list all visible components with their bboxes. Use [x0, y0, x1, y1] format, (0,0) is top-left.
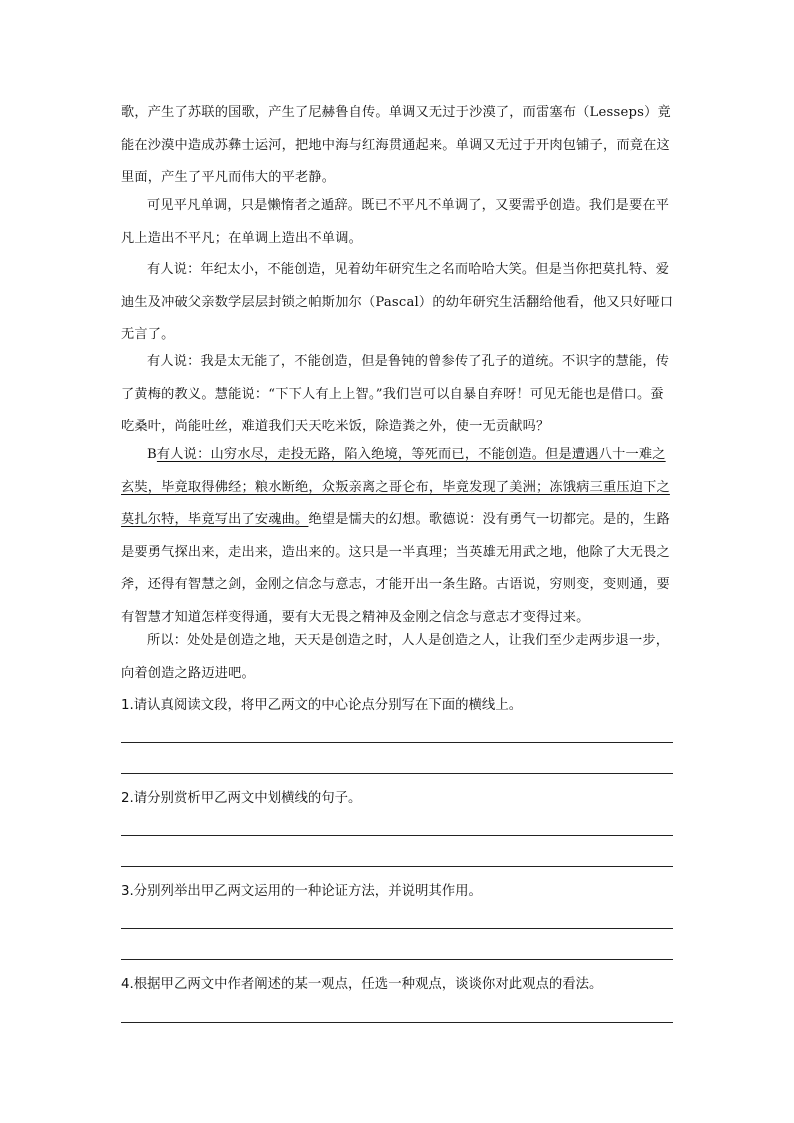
answer-line[interactable] [121, 928, 673, 929]
answer-line[interactable] [121, 742, 673, 743]
answer-line[interactable] [121, 959, 673, 960]
passage-paragraph-4: 有人说：我是太无能了，不能创造，但是鲁钝的曾参传了孔子的道统。不识字的慧能，传了黄梅的教义。慧能说：“下下人有上上智。”我们岂可以自暴自弃呀！可见无能也是借口。蚕吃桑叶，尚能吐丝，难道我们天天吃米饭，除造粪之外，使一无贡献吗？ [121, 354, 670, 435]
answer-line[interactable] [121, 866, 673, 867]
passage-paragraph-3: 有人说：年纪太小，不能创造，见着幼年研究生之名而哈哈大笑。但是当你把莫扎特、爱迪生及冲破父亲数学层层封锁之帕斯加尔（Pascal）的幼年研究生活翻给他看，他又只好哑口无言了。 [121, 262, 674, 343]
answer-line[interactable] [121, 835, 673, 836]
paragraph-marker-b: B [147, 447, 157, 462]
underlined-sentence: 有人说：山穷水尽，走投无路，陷入绝境，等死而已，不能创造。但是遭遇八十一难之玄奘，毕竟取得佛经；粮水断绝，众叛亲离之哥仑布，毕竟发现了美洲；冻饿病三重压迫下之莫扎尔特，毕竟写出了安魂曲。 [121, 447, 670, 528]
question-4: 4.根据甲乙两文中作者阐述的某一观点，任选一种观点，谈谈你对此观点的看法。 [121, 977, 603, 992]
passage-paragraph-6: 所以：处处是创造之地，天天是创造之时，人人是创造之人，让我们至少走两步退一步，向着创造之路迈进吧。 [121, 633, 670, 681]
answer-line[interactable] [121, 1022, 673, 1023]
passage-paragraph-1: 歌，产生了苏联的国歌，产生了尼赫鲁自传。单调又无过于沙漠了，而雷塞布（Lesseps）竟能在沙漠中造成苏彝士运河，把地中海与红海贯通起来。单调又无过于开肉包铺子，而竟在这里面，产生了平凡而伟大的平老静。 [121, 105, 671, 186]
passage-paragraph-5 [121, 439, 677, 635]
question-2: 2.请分别赏析甲乙两文中划横线的句子。 [121, 791, 362, 806]
paragraph-5-rest: 绝望是懦夫的幻想。歌德说：没有勇气一切都完。是的，生路是要勇气探出来，走出来，造出来的。这只是一半真理；当英雄无用武之地，他除了大无畏之斧，还得有智慧之剑，金刚之信念与意志，才能开出一条生路。古语说，穷则变，变则通，要有智慧才知道怎样变得通，要有大无畏之精神及金刚之信念与意志才变得过来。 [121, 512, 670, 625]
passage-paragraph-2: 可见平凡单调，只是懒惰者之遁辞。既已不平凡不单调了，又要需乎创造。我们是要在平凡上造出不平凡；在单调上造出不单调。 [121, 198, 670, 246]
answer-line[interactable] [121, 773, 673, 774]
question-3: 3.分别列举出甲乙两文运用的一种论证方法，并说明其作用。 [121, 884, 482, 899]
question-1: 1.请认真阅读文段，将甲乙两文的中心论点分别写在下面的横线上。 [121, 698, 523, 713]
